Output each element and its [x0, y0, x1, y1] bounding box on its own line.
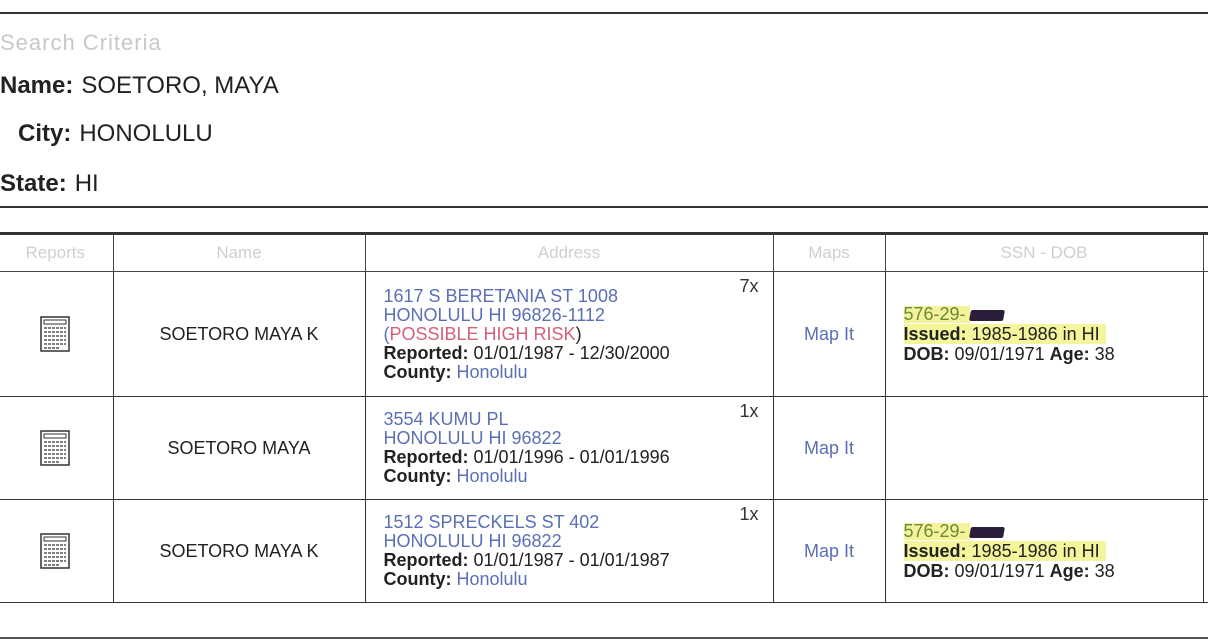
report-cell[interactable]: [0, 397, 113, 500]
risk-open-paren: (: [383, 323, 390, 344]
reported-label: Reported:: [383, 342, 469, 363]
ssn-number: 576-29-: [904, 304, 970, 324]
row-edge: [1203, 500, 1208, 603]
dob-line: [904, 344, 1185, 364]
person-name: SOETORO MAYA: [113, 397, 365, 500]
dob-value: 09/01/1971: [954, 344, 1045, 364]
redaction-mark: [969, 527, 1005, 538]
report-cell[interactable]: [0, 500, 113, 603]
criteria-state-row: [0, 170, 99, 198]
report-document-icon[interactable]: [40, 533, 70, 569]
ssn-line: [904, 304, 1185, 324]
address-line-2[interactable]: HONOLULU HI 96826-1112: [383, 304, 605, 325]
address-cell: [365, 272, 773, 397]
county-label: County:: [383, 466, 452, 486]
criteria-city-label: City:: [18, 120, 72, 147]
top-divider: [0, 12, 1208, 14]
risk-flag[interactable]: POSSIBLE HIGH RISK: [389, 323, 576, 344]
criteria-name-row: [0, 72, 279, 100]
county-link[interactable]: Honolulu: [456, 569, 528, 589]
row-edge: [1203, 272, 1208, 397]
dob-label: DOB:: [903, 561, 950, 581]
address-line-1[interactable]: 1617 S BERETANIA ST 1008: [383, 285, 618, 306]
bottom-divider: [0, 637, 1208, 639]
map-it-link[interactable]: Map It: [773, 500, 885, 603]
address-line-2[interactable]: HONOLULU HI 96822: [383, 428, 562, 448]
reported-label: Reported:: [383, 550, 469, 570]
county-link[interactable]: Honolulu: [456, 466, 528, 486]
table-header-row: [0, 234, 1208, 272]
issued-label: Issued:: [903, 541, 967, 561]
age-value: 38: [1094, 344, 1115, 364]
reported-line: [384, 551, 755, 570]
age-label: Age:: [1049, 561, 1090, 581]
reported-line: [384, 448, 755, 467]
table-row: [0, 500, 1208, 603]
county-line: [384, 467, 755, 486]
redaction-mark: [969, 310, 1005, 321]
report-document-icon[interactable]: [40, 430, 70, 466]
address-count: 1x: [739, 401, 759, 421]
issued-line: [904, 324, 1185, 344]
address-line-1[interactable]: 1512 SPRECKELS ST 402: [383, 512, 600, 532]
county-line: [384, 570, 755, 589]
dob-line: [904, 561, 1185, 581]
issued-value: 1985-1986 in HI: [971, 324, 1100, 344]
issued-label: Issued:: [903, 324, 967, 344]
ssn-number: 576-29-: [904, 521, 970, 541]
risk-close-paren: ): [575, 323, 582, 344]
age-value: 38: [1094, 561, 1115, 581]
criteria-state-label: State:: [0, 170, 67, 197]
risk-line: [384, 325, 755, 344]
address-line-1[interactable]: 3554 KUMU PL: [383, 409, 509, 429]
header-maps[interactable]: Maps: [773, 234, 885, 272]
address-count: 1x: [739, 504, 759, 524]
header-address[interactable]: Address: [365, 234, 773, 272]
reported-range: 01/01/1987 - 12/30/2000: [473, 342, 670, 363]
table-row: [0, 272, 1208, 397]
dob-value: 09/01/1971: [954, 561, 1045, 581]
address-count: 7x: [739, 276, 759, 296]
results-table: [0, 232, 1208, 603]
address-cell: [365, 500, 773, 603]
reported-range: 01/01/1996 - 01/01/1996: [473, 447, 670, 467]
reported-label: Reported:: [383, 447, 469, 467]
header-edge: [1203, 234, 1208, 272]
criteria-city-row: [18, 120, 213, 148]
reported-range: 01/01/1987 - 01/01/1987: [473, 550, 670, 570]
report-cell[interactable]: [0, 272, 113, 397]
table-row: [0, 397, 1208, 500]
issued-value: 1985-1986 in HI: [971, 541, 1100, 561]
criteria-city-value: HONOLULU: [79, 120, 213, 147]
header-reports[interactable]: Reports: [0, 234, 113, 272]
county-label: County:: [383, 361, 452, 382]
address-line-2[interactable]: HONOLULU HI 96822: [383, 531, 562, 551]
ssn-dob-cell: [885, 272, 1203, 397]
criteria-name-value: SOETORO, MAYA: [81, 72, 279, 99]
header-ssn-dob[interactable]: SSN - DOB: [885, 234, 1203, 272]
map-it-link[interactable]: Map It: [773, 272, 885, 397]
address-cell: [365, 397, 773, 500]
criteria-divider: [0, 206, 1208, 208]
issued-line: [904, 541, 1185, 561]
search-criteria-title: Search Criteria: [0, 30, 162, 55]
criteria-name-label: Name:: [0, 72, 74, 99]
criteria-state-value: HI: [74, 170, 99, 197]
person-name: SOETORO MAYA K: [113, 500, 365, 603]
reported-line: [384, 344, 755, 363]
county-label: County:: [383, 569, 452, 589]
county-link[interactable]: Honolulu: [456, 361, 528, 382]
row-edge: [1203, 397, 1208, 500]
map-it-link[interactable]: Map It: [773, 397, 885, 500]
county-line: [384, 363, 755, 382]
report-document-icon[interactable]: [40, 316, 70, 352]
ssn-dob-cell: [885, 397, 1203, 500]
person-name: SOETORO MAYA K: [113, 272, 365, 397]
ssn-dob-cell: [885, 500, 1203, 603]
dob-label: DOB:: [903, 344, 950, 364]
age-label: Age:: [1049, 344, 1090, 364]
ssn-line: [904, 521, 1185, 541]
header-name[interactable]: Name: [113, 234, 365, 272]
